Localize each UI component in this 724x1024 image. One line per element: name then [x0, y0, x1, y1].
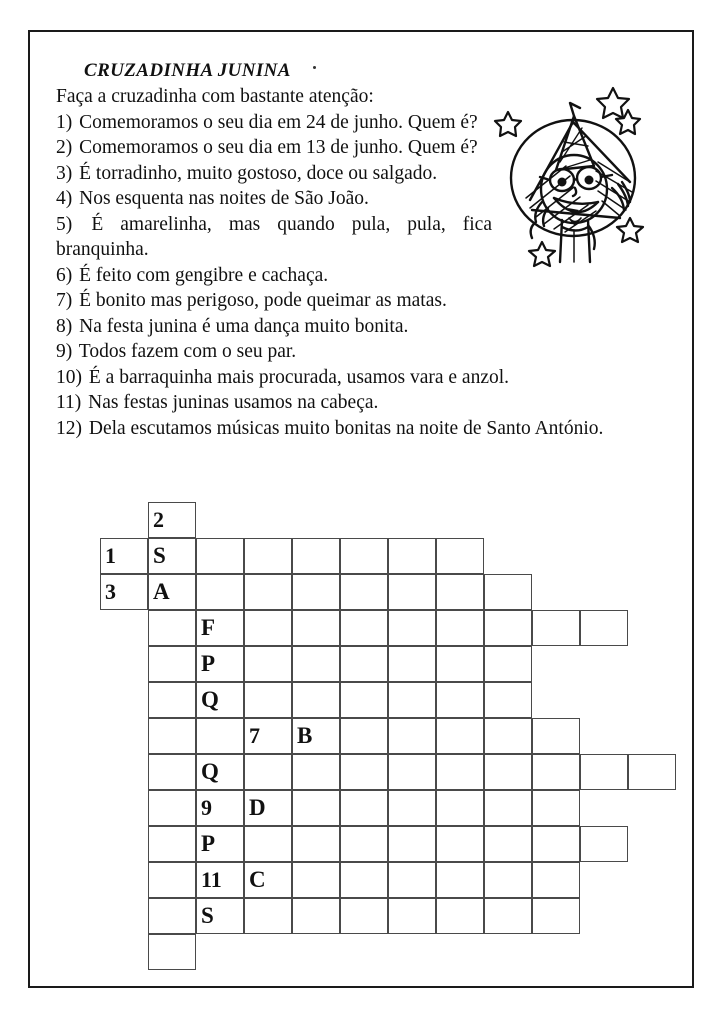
clue-text-4: Nos esquenta nas noites de São João.: [79, 188, 369, 210]
clue-text-5: É amarelinha, mas quando pula, pula, fica branquinha.: [56, 213, 492, 261]
crossword-letter-cell[interactable]: D: [244, 790, 292, 826]
crossword-number-cell[interactable]: 3: [100, 574, 148, 610]
crossword-empty-cell[interactable]: [340, 646, 388, 682]
crossword-empty-cell[interactable]: [436, 646, 484, 682]
crossword-empty-cell[interactable]: [196, 574, 244, 610]
crossword-empty-cell[interactable]: [244, 754, 292, 790]
clue-text-12: Dela escutamos músicas muito bonitas na noite de Santo António.: [88, 417, 604, 439]
crossword-grid[interactable]: [100, 502, 700, 982]
crossword-empty-cell[interactable]: [148, 646, 196, 682]
crossword-empty-cell[interactable]: [388, 610, 436, 646]
crossword-empty-cell[interactable]: [388, 826, 436, 862]
crossword-empty-cell[interactable]: [580, 610, 628, 646]
clue-item-11: [56, 390, 616, 416]
clue-number-7: 7): [56, 290, 73, 312]
crossword-letter-cell[interactable]: F: [196, 610, 244, 646]
clue-item-8: [56, 314, 616, 340]
clue-text-1: Comemoramos o seu dia em 24 de junho. Quem é?: [79, 111, 478, 133]
crossword-empty-cell[interactable]: [148, 754, 196, 790]
clue-item-12: [56, 416, 616, 442]
crossword-number-cell[interactable]: 7: [244, 718, 292, 754]
crossword-empty-cell[interactable]: [436, 790, 484, 826]
crossword-empty-cell[interactable]: [484, 610, 532, 646]
crossword-empty-cell[interactable]: [292, 790, 340, 826]
clue-number-6: 6): [56, 264, 73, 286]
crossword-number-cell[interactable]: 11: [196, 862, 244, 898]
clue-number-2: 2): [56, 137, 73, 159]
crossword-empty-cell[interactable]: [340, 538, 388, 574]
crossword-empty-cell[interactable]: [292, 538, 340, 574]
crossword-empty-cell[interactable]: [244, 898, 292, 934]
crossword-empty-cell[interactable]: [148, 682, 196, 718]
crossword-empty-cell[interactable]: [388, 538, 436, 574]
crossword-empty-cell[interactable]: [148, 934, 196, 970]
crossword-empty-cell[interactable]: [148, 898, 196, 934]
title-dot-mark: [313, 66, 316, 69]
clue-text-11: Nas festas juninas usamos na cabeça.: [88, 392, 379, 414]
clue-number-9: 9): [56, 341, 73, 363]
crossword-empty-cell[interactable]: [532, 826, 580, 862]
crossword-letter-cell[interactable]: P: [196, 646, 244, 682]
crossword-empty-cell[interactable]: [388, 790, 436, 826]
clue-list: [56, 110, 616, 442]
crossword-empty-cell[interactable]: [484, 574, 532, 610]
crossword-empty-cell[interactable]: [292, 862, 340, 898]
worksheet-page: [28, 30, 694, 988]
clue-text-8: Na festa junina é uma dança muito bonita.: [79, 315, 409, 337]
crossword-empty-cell[interactable]: [580, 826, 628, 862]
clue-number-12: 12): [56, 417, 82, 439]
clue-item-4: [56, 186, 616, 212]
clue-text-7: É bonito mas perigoso, pode queimar as matas.: [79, 290, 447, 312]
crossword-empty-cell[interactable]: [340, 718, 388, 754]
crossword-empty-cell[interactable]: [388, 754, 436, 790]
clue-number-5: 5): [56, 213, 73, 235]
crossword-number-cell[interactable]: 1: [100, 538, 148, 574]
crossword-empty-cell[interactable]: [388, 682, 436, 718]
crossword-empty-cell[interactable]: [148, 790, 196, 826]
clue-number-8: 8): [56, 315, 73, 337]
crossword-empty-cell[interactable]: [148, 718, 196, 754]
crossword-empty-cell[interactable]: [484, 754, 532, 790]
clue-text-9: Todos fazem com o seu par.: [78, 341, 297, 363]
clue-item-10: [56, 365, 616, 391]
clue-number-4: 4): [56, 188, 73, 210]
crossword-letter-cell[interactable]: S: [148, 538, 196, 574]
crossword-empty-cell[interactable]: [532, 754, 580, 790]
clue-number-1: 1): [56, 111, 73, 133]
crossword-empty-cell[interactable]: [340, 754, 388, 790]
crossword-empty-cell[interactable]: [388, 898, 436, 934]
crossword-empty-cell[interactable]: [292, 646, 340, 682]
crossword-empty-cell[interactable]: [292, 826, 340, 862]
crossword-empty-cell[interactable]: [436, 682, 484, 718]
clue-item-6: [56, 263, 616, 289]
crossword-empty-cell[interactable]: [436, 538, 484, 574]
crossword-empty-cell[interactable]: [532, 610, 580, 646]
crossword-empty-cell[interactable]: [244, 826, 292, 862]
crossword-empty-cell[interactable]: [148, 826, 196, 862]
page-title: [84, 60, 616, 82]
crossword-empty-cell[interactable]: [340, 862, 388, 898]
crossword-empty-cell[interactable]: [196, 538, 244, 574]
crossword-empty-cell[interactable]: [244, 574, 292, 610]
crossword-empty-cell[interactable]: [292, 610, 340, 646]
crossword-empty-cell[interactable]: [196, 718, 244, 754]
clue-text-3: É torradinho, muito gostoso, doce ou salgado.: [79, 162, 438, 184]
crossword-empty-cell[interactable]: [388, 718, 436, 754]
clue-item-2: [56, 135, 492, 161]
crossword-empty-cell[interactable]: [532, 862, 580, 898]
crossword-empty-cell[interactable]: [484, 790, 532, 826]
crossword-empty-cell[interactable]: [628, 754, 676, 790]
page-title-text: CRUZADINHA JUNINA: [84, 60, 291, 81]
crossword-letter-cell[interactable]: B: [292, 718, 340, 754]
crossword-empty-cell[interactable]: [340, 610, 388, 646]
crossword-empty-cell[interactable]: [436, 826, 484, 862]
crossword-empty-cell[interactable]: [436, 754, 484, 790]
crossword-empty-cell[interactable]: [436, 718, 484, 754]
crossword-empty-cell[interactable]: [388, 646, 436, 682]
crossword-letter-cell[interactable]: C: [244, 862, 292, 898]
crossword-empty-cell[interactable]: [244, 646, 292, 682]
crossword-empty-cell[interactable]: [292, 898, 340, 934]
clue-item-5: [56, 212, 492, 263]
clue-item-1: [56, 110, 492, 136]
crossword-letter-cell[interactable]: Q: [196, 682, 244, 718]
crossword-empty-cell[interactable]: [148, 610, 196, 646]
crossword-empty-cell[interactable]: [388, 574, 436, 610]
crossword-empty-cell[interactable]: [340, 682, 388, 718]
crossword-empty-cell[interactable]: [484, 898, 532, 934]
crossword-empty-cell[interactable]: [532, 898, 580, 934]
clue-item-7: [56, 288, 616, 314]
crossword-letter-cell[interactable]: P: [196, 826, 244, 862]
crossword-empty-cell[interactable]: [436, 898, 484, 934]
clue-number-10: 10): [56, 366, 82, 388]
crossword-empty-cell[interactable]: [484, 862, 532, 898]
crossword-empty-cell[interactable]: [340, 574, 388, 610]
crossword-empty-cell[interactable]: [292, 754, 340, 790]
crossword-empty-cell[interactable]: [340, 898, 388, 934]
crossword-letter-cell[interactable]: S: [196, 898, 244, 934]
crossword-empty-cell[interactable]: [292, 574, 340, 610]
crossword-letter-cell[interactable]: A: [148, 574, 196, 610]
crossword-empty-cell[interactable]: [436, 610, 484, 646]
crossword-empty-cell[interactable]: [484, 646, 532, 682]
clue-number-11: 11): [56, 392, 82, 414]
crossword-empty-cell[interactable]: [244, 682, 292, 718]
crossword-empty-cell[interactable]: [436, 574, 484, 610]
clue-text-10: É a barraquinha mais procurada, usamos vara e anzol.: [88, 366, 510, 388]
crossword-empty-cell[interactable]: [580, 754, 628, 790]
clue-number-3: 3): [56, 162, 73, 184]
crossword-letter-cell[interactable]: Q: [196, 754, 244, 790]
clue-item-3: [56, 161, 616, 187]
crossword-empty-cell[interactable]: [388, 862, 436, 898]
crossword-empty-cell[interactable]: [532, 790, 580, 826]
crossword-empty-cell[interactable]: [340, 790, 388, 826]
crossword-empty-cell[interactable]: [244, 538, 292, 574]
crossword-empty-cell[interactable]: [484, 682, 532, 718]
crossword-empty-cell[interactable]: [532, 718, 580, 754]
crossword-empty-cell[interactable]: [148, 862, 196, 898]
instruction-text: Faça a cruzadinha com bastante atenção:: [56, 86, 374, 107]
crossword-empty-cell[interactable]: [340, 826, 388, 862]
clue-block: [56, 60, 616, 441]
crossword-empty-cell[interactable]: [484, 826, 532, 862]
crossword-empty-cell[interactable]: [484, 718, 532, 754]
clue-text-6: É feito com gengibre e cachaça.: [79, 264, 329, 286]
crossword-number-cell[interactable]: 9: [196, 790, 244, 826]
crossword-empty-cell[interactable]: [292, 682, 340, 718]
crossword-empty-cell[interactable]: [244, 610, 292, 646]
clue-item-9: [56, 339, 616, 365]
crossword-empty-cell[interactable]: [436, 862, 484, 898]
clue-text-2: Comemoramos o seu dia em 13 de junho. Quem é?: [79, 137, 478, 159]
crossword-number-cell[interactable]: 2: [148, 502, 196, 538]
